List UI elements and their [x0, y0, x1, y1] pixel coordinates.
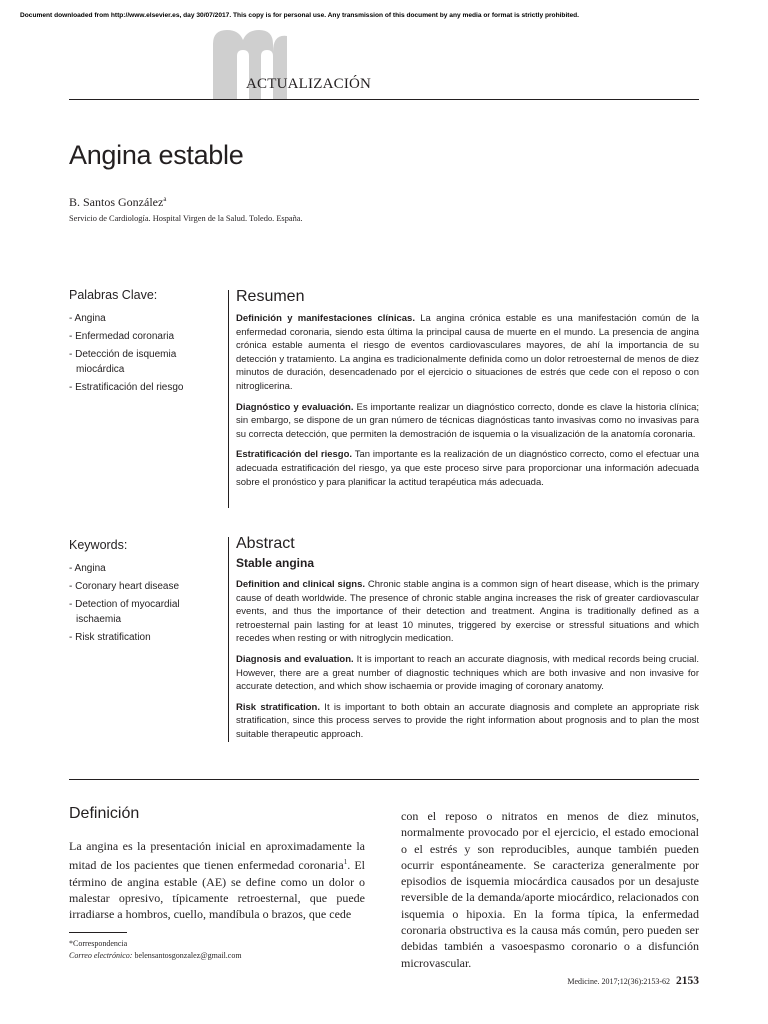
- keywords-en-panel: [69, 538, 219, 649]
- author-mark: a: [163, 195, 167, 203]
- page-number: 2153: [676, 975, 699, 987]
- abstract-paragraph: Risk stratification. It is important to both obtain an accurate diagnosis and complete an appropriate risk stratification, since this process serves to provide the right information about prognosis and to plan the most suitable therapeutic approach.: [236, 701, 700, 740]
- affiliation: Servicio de Cardiología. Hospital Virgen de la Salud. Toledo. España.: [69, 214, 303, 223]
- abstract-subheading: Stable angina: [236, 556, 315, 570]
- abstract-paragraph: Definition and clinical signs. Chronic stable angina is a common sign of heart disease, which is the primary cause of death worldwide. The presence of chronic stable angina increases the risk of greater cardiovascular events, and thus the importance of their detection and treatment. Angina is traditionally defined as a retroesternal pain lasting for at least 10 minutes, triggered by exercise or stressful situations and which recedes when resting or with nitroglycin medication.: [236, 579, 699, 645]
- keyword-item: - Enfermedad coronaria: [69, 331, 175, 342]
- resumen-paragraph: Diagnóstico y evaluación. Es importante realizar un diagnóstico correcto, donde es clave la historia clínica; sin embargo, se dispone de un gran número de técnicas diagnósticas tanto invasivas como no invasivas para su correcta detección, que permiten la demostración de isquemia o la visualización de la anatomía coronaria.: [236, 401, 700, 440]
- abstract-body: [236, 578, 699, 749]
- resumen-body: [236, 312, 699, 496]
- keywords-es-panel: [69, 288, 219, 399]
- abstract-paragraph: Diagnosis and evaluation. It is important to reach an accurate diagnosis, with medical records being crucial. However, there are a great number of diagnostic techniques which are both invasive and non invasive for accurate detection, and which show ischaemia or provide imaging of coronary anatomy.: [236, 653, 699, 693]
- author-name: B. Santos González$^a$: [69, 195, 167, 209]
- email-line: Correo electrónico: belensantosgonzalez@gmail.com: [69, 951, 242, 960]
- resumen-paragraph: Definición y manifestaciones clínicas. La angina crónica estable es una manifestación común de la enfermedad coronaria, siendo esta última la principal causa de muerte en el mundo. La presencia de angina crónica estable aumenta el riesgo de eventos cardiovasculares mayores, de ahí la importancia de su detección y tratamiento. La angina es tradicionalmente definida como un dolor retroesternal de menos de diez minutos de duración, desencadenado por el ejercicio o situaciones de estrés que cede con el reposo o con nitroglicerina.: [236, 313, 699, 392]
- keyword-item: - Risk stratification: [69, 631, 151, 643]
- resumen-heading: Resumen: [236, 288, 305, 305]
- definicion-paragraph: La angina es la presentación inicial en aproximadamente la mitad de los pacientes que tienen enfermedad coronaria$^1$. El término de angina estable (AE) se define como un dolor o malestar opresivo, típicamente retroesternal, que puede irradiarse a hombros, cuello, mandíbula o brazos, que cede: [69, 839, 365, 922]
- resumen-divider: [228, 290, 229, 508]
- keywords-en-list: [69, 562, 219, 645]
- keywords-es-heading: Palabras Clave:: [69, 288, 158, 302]
- keywords-en-heading: Keywords:: [69, 538, 128, 552]
- definicion-right-column: [401, 808, 699, 971]
- correspondence-footnote: [69, 938, 242, 962]
- abstract-heading: Abstract: [236, 535, 295, 552]
- header-rule: [69, 99, 699, 100]
- page-footer: [567, 975, 699, 987]
- keyword-item: - Coronary heart disease: [69, 581, 180, 592]
- keyword-item: - Estratificación del riesgo: [69, 381, 184, 393]
- correspondence-label: *Correspondencia: [69, 939, 128, 948]
- abstract-divider: [228, 537, 229, 742]
- keyword-item: - Angina: [69, 313, 106, 324]
- resumen-paragraph: Estratificación del riesgo. Tan importante es la realización de un diagnóstico correcto, como el efectuar una adecuada estratificación del riesgo, ya que este proceso sirve para proporcionar una información adecuada sobre el pronóstico y para planificar la actitud terapéutica más adecuada.: [236, 449, 699, 488]
- section-label: ACTUALIZACIÓN: [246, 76, 372, 92]
- keywords-es-list: [69, 312, 219, 395]
- citation: Medicine. 2017;12(36):2153-62: [567, 977, 670, 986]
- keyword-item: - Detección de isquemia miocárdica: [69, 349, 177, 375]
- article-title: Angina estable: [69, 140, 244, 170]
- definicion-paragraph-cont: con el reposo o nitratos en menos de diez minutos, normalmente provocado por el ejercicio, el estado emocional o el estrés y son reproducibles, aunque también pueden ocurrir espontáneamente. Se caracteriza generalmente por episodios de isquemia miocárdica causados por un desajuste reversible de la demanda/aporte miocárdico, relacionados con isquemia o hipoxia. En la forma típica, la enfermedad coronaria obstructiva es la causa más común, pero pueden ser debidas también a vasoespasmo coronario o a disfunción microvascular.: [401, 809, 699, 970]
- definicion-heading: Definición: [69, 805, 140, 822]
- download-notice: Document downloaded from http://www.elsevier.es, day 30/07/2017. This copy is for personal use. Any transmission of this document by any media or format is strictly prohibited.: [20, 12, 580, 19]
- keyword-item: - Detection of myocardial ischaemia: [69, 599, 180, 625]
- keyword-item: - Angina: [69, 563, 106, 574]
- abstract-end-rule: [69, 779, 699, 780]
- footnote-rule: [69, 932, 127, 933]
- definicion-left-column: [69, 838, 365, 922]
